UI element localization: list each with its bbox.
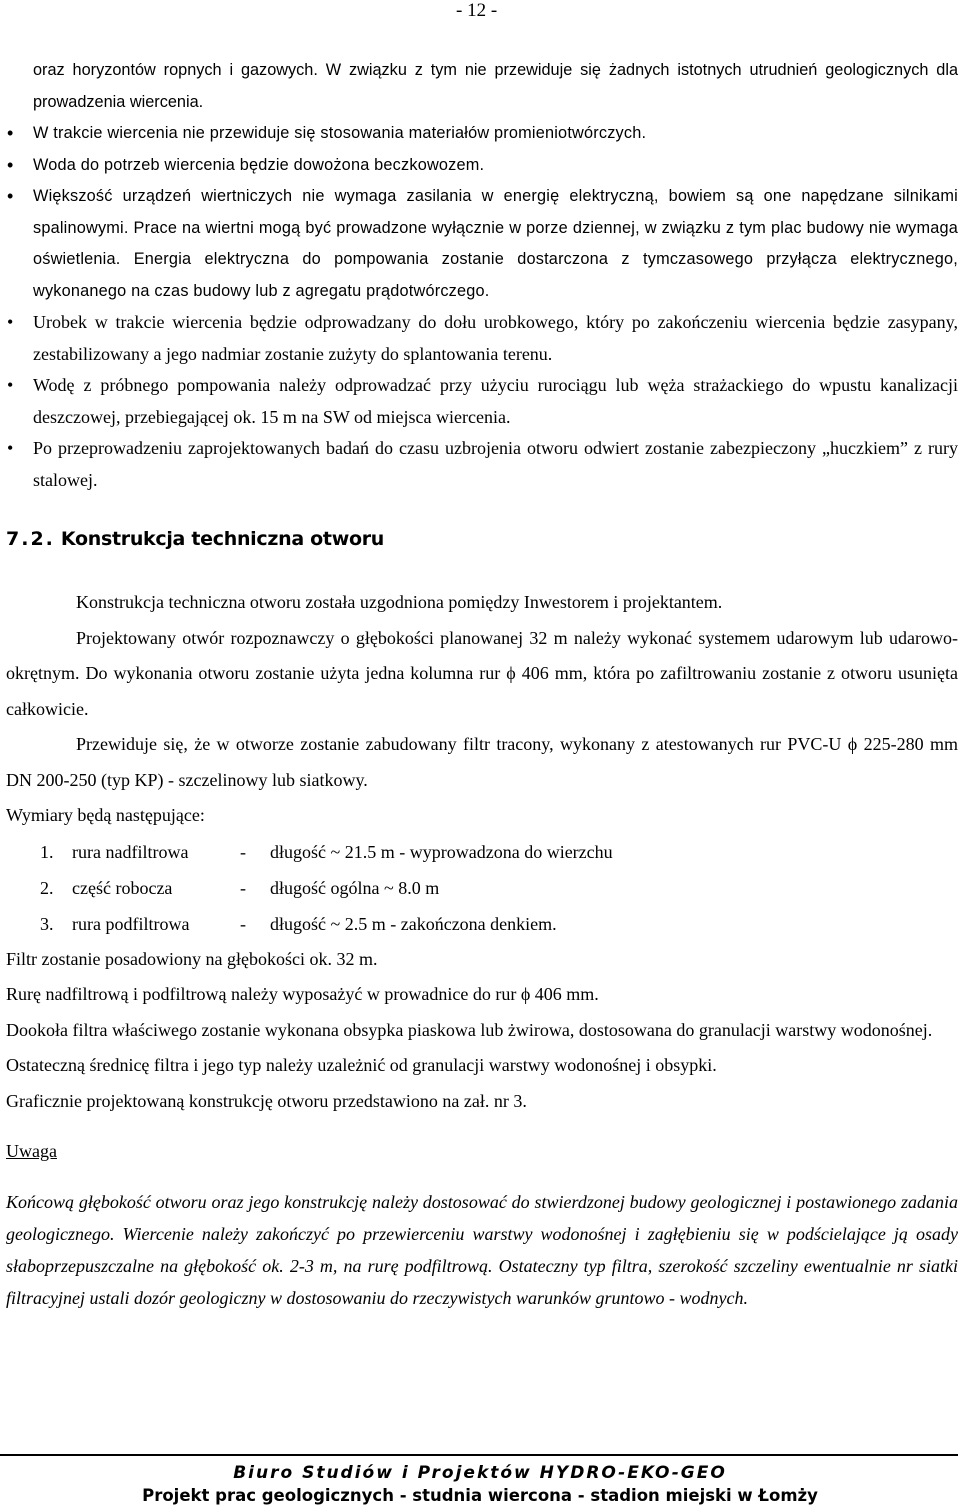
note-heading: Uwaga	[6, 1141, 57, 1161]
bullet-item: • Woda do potrzeb wiercenia będzie dowożona beczkowozem.	[6, 150, 958, 182]
continued-paragraph: oraz horyzontów ropnych i gazowych. W związku z tym nie przewiduje się żadnych istotnych utrudnień geologicznych dla prowadzenia wiercenia.	[33, 61, 958, 111]
section-heading	[6, 528, 958, 550]
paragraph: Filtr zostanie posadowiony na głębokości ok. 32 m.	[6, 948, 378, 969]
paragraph: Dookoła filtra właściwego zostanie wykonana obsypka piaskowa lub żwirowa, dostosowana do granulacji warstwy wodonośnej.	[6, 1019, 933, 1040]
note-text: Końcową głębokość otworu oraz jego konstrukcję należy dostosować do stwierdzonej budowy geologicznej i postawionego zadania geologicznego. Wiercenie należy zakończyć po przewierceniu warstwy wodonośnej i zagłębieniu się w podścielające ją osady słaboprzepuszczalne na głębokość ok. 2-3 m, na rurę podfiltrową. Ostateczny typ filtra, szerokość szczeliny ewentualnie nr siatki filtracyjnej ustali dozór geologiczny w dostosowaniu do rzeczywistych warunków gruntowo - wodnych.	[6, 1192, 958, 1308]
footer-company: Biuro Studiów i Projektów HYDRO-EKO-GEO	[233, 1463, 727, 1483]
paragraph: Ostateczną średnicę filtra i jego typ należy uzależnić od granulacji warstwy wodonośnej i obsypki.	[6, 1055, 717, 1075]
list-desc: długość ~ 21.5 m - wyprowadzona do wierzchu	[270, 841, 613, 862]
list-dash: -	[240, 913, 246, 934]
page-number: - 12 -	[456, 0, 498, 21]
list-name: rura podfiltrowa	[72, 913, 190, 934]
bullet-item: • Wodę z próbnego pompowania należy odprowadzać przy użyciu rurociągu lub węża strażackiego do wpustu kanalizacji deszczowej, przebiegającej ok. 15 m na SW od miejsca wiercenia.	[6, 370, 958, 433]
list-item	[6, 906, 958, 942]
paragraph: Przewiduje się, że w otworze zostanie zabudowany filtr tracony, wykonany z atestowanych rur PVC-U ϕ 225-280 mm DN 200-250 (typ KP) - szczelinowy lub siatkowy.	[6, 734, 958, 790]
list-dash: -	[240, 877, 246, 898]
list-name: część robocza	[72, 877, 173, 898]
list-number: 2.	[40, 877, 54, 898]
footer-divider	[0, 1454, 958, 1456]
paragraph: Wymiary będą następujące:	[6, 805, 205, 825]
bullet-item: • Po przeprowadzeniu zaprojektowanych badań do czasu uzbrojenia otworu odwiert zostanie zabezpieczony „huczkiem” z rury stalowej.	[6, 433, 958, 496]
list-name: rura nadfiltrowa	[72, 841, 189, 862]
dimensions-list	[6, 834, 958, 942]
section-title: Konstrukcja techniczna otworu	[60, 528, 385, 550]
footer-project: Projekt prac geologicznych - studnia wiercona - stadion miejski w Łomży	[142, 1486, 818, 1505]
bullet-item: • Urobek w trakcie wiercenia będzie odprowadzany do dołu urobkowego, który po zakończeniu wiercenia będzie zasypany, zestabilizowany a jego nadmiar zostanie zużyty do splantowania terenu.	[6, 307, 958, 370]
list-desc: długość ~ 2.5 m - zakończona denkiem.	[270, 913, 557, 934]
section-number: 7.2.	[6, 528, 55, 550]
paragraph: Projektowany otwór rozpoznawczy o głębokości planowanej 32 m należy wykonać systemem udarowym lub udarowo-okrętnym. Do wykonania otworu zostanie użyta jedna kolumna rur ϕ 406 mm, która po zafiltrowaniu zostanie z otworu usunięta całkowicie.	[6, 627, 958, 719]
paragraph: Rurę nadfiltrową i podfiltrową należy wyposażyć w prowadnice do rur ϕ 406 mm.	[6, 984, 599, 1004]
list-number: 1.	[40, 841, 54, 862]
page-footer	[0, 1454, 960, 1508]
paragraph: Konstrukcja techniczna otworu została uzgodniona pomiędzy Inwestorem i projektantem.	[76, 592, 723, 612]
list-item	[6, 870, 958, 906]
list-item	[6, 834, 958, 870]
list-dash: -	[240, 841, 246, 862]
bullet-item: • Większość urządzeń wiertniczych nie wymaga zasilania w energię elektryczną, bowiem są one napędzane silnikami spalinowymi. Prace na wiertni mogą być prowadzone wyłącznie w porze dziennej, w związku z tym plac budowy nie wymaga oświetlenia. Energia elektryczna do pompowania zostanie dostarczona z tymczasowego przyłącza elektrycznego, wykonanego na czas budowy lub z agregatu prądotwórczego.	[6, 181, 958, 307]
bullet-item: • W trakcie wiercenia nie przewiduje się stosowania materiałów promieniotwórczych.	[6, 118, 958, 150]
paragraph: Graficznie projektowaną konstrukcję otworu przedstawiono na zał. nr 3.	[6, 1090, 527, 1111]
list-desc: długość ogólna ~ 8.0 m	[270, 877, 440, 898]
document-body	[6, 55, 958, 1314]
list-number: 3.	[40, 913, 54, 934]
